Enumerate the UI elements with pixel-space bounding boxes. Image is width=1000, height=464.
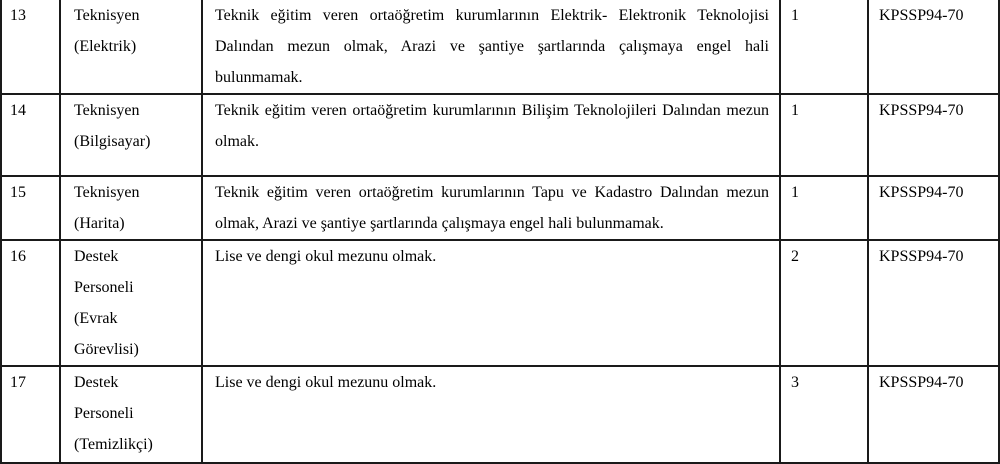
position-title-line: (Bilgisayar) [74,133,151,150]
quantity-cell [780,94,868,176]
code-cell [868,0,999,94]
quantity-cell [780,240,868,366]
row-number-cell [1,176,60,240]
kpss-code: KPSSP94-70 [879,248,964,265]
position-title-line: (Temizlikçi) [74,436,153,453]
position-title-line: (Elektrik) [74,38,137,55]
row-number: 15 [10,184,26,201]
row-number: 16 [10,248,26,265]
code-cell [868,176,999,240]
quantity-value: 2 [791,248,799,265]
table-row [1,366,999,463]
kpss-code: KPSSP94-70 [879,184,964,201]
row-number-cell [1,240,60,366]
position-title-line: (Harita) [74,215,125,232]
position-title-line: Teknisyen [74,102,140,119]
table-row [1,0,999,94]
code-cell [868,240,999,366]
position-title-line: Teknisyen [74,7,140,24]
code-cell [868,366,999,463]
row-number-cell [1,366,60,463]
requirement-text: Teknik eğitim veren ortaöğretim kurumlarının Tapu ve Kadastro Dalından mezun olmak, Arazi ve şantiye şartlarında çalışmaya engel hali bulunmamak. [215,184,769,232]
position-title-cell [60,0,202,94]
row-number: 17 [10,374,26,391]
row-number: 14 [10,102,26,119]
requirement-cell [202,366,780,463]
position-title-line: Görevlisi) [74,341,139,358]
row-number-cell [1,94,60,176]
position-title-line: Personeli [74,279,134,296]
quantity-cell [780,366,868,463]
requirement-cell [202,240,780,366]
position-title-line: (Evrak [74,310,118,327]
position-title-line: Teknisyen [74,184,140,201]
requirement-text: Lise ve dengi okul mezunu olmak. [215,374,437,391]
row-number: 13 [10,7,26,24]
position-title-cell [60,176,202,240]
position-title-line: Destek [74,374,119,391]
quantity-value: 1 [791,184,799,201]
position-title-cell [60,94,202,176]
position-title-cell [60,240,202,366]
quantity-cell [780,176,868,240]
requirement-cell [202,94,780,176]
requirement-text: Lise ve dengi okul mezunu olmak. [215,248,437,265]
quantity-value: 1 [791,102,799,119]
position-title-line: Personeli [74,405,134,422]
table-row [1,176,999,240]
requirement-cell [202,176,780,240]
quantity-value: 1 [791,7,799,24]
quantity-cell [780,0,868,94]
table-row [1,240,999,366]
position-title-cell [60,366,202,463]
requirement-cell [202,0,780,94]
kpss-code: KPSSP94-70 [879,7,964,24]
row-number-cell [1,0,60,94]
requirement-text: Teknik eğitim veren ortaöğretim kurumlarının Bilişim Teknolojileri Dalından mezun olmak. [215,102,769,150]
kpss-code: KPSSP94-70 [879,374,964,391]
quantity-value: 3 [791,374,799,391]
position-title-line: Destek [74,248,119,265]
requirement-text: Teknik eğitim veren ortaöğretim kurumlarının Elektrik- Elektronik Teknolojisi Dalından mezun olmak, Arazi ve şantiye şartlarında çalışmaya engel hali bulunmamak. [215,7,769,86]
table-row [1,94,999,176]
kpss-code: KPSSP94-70 [879,102,964,119]
code-cell [868,94,999,176]
